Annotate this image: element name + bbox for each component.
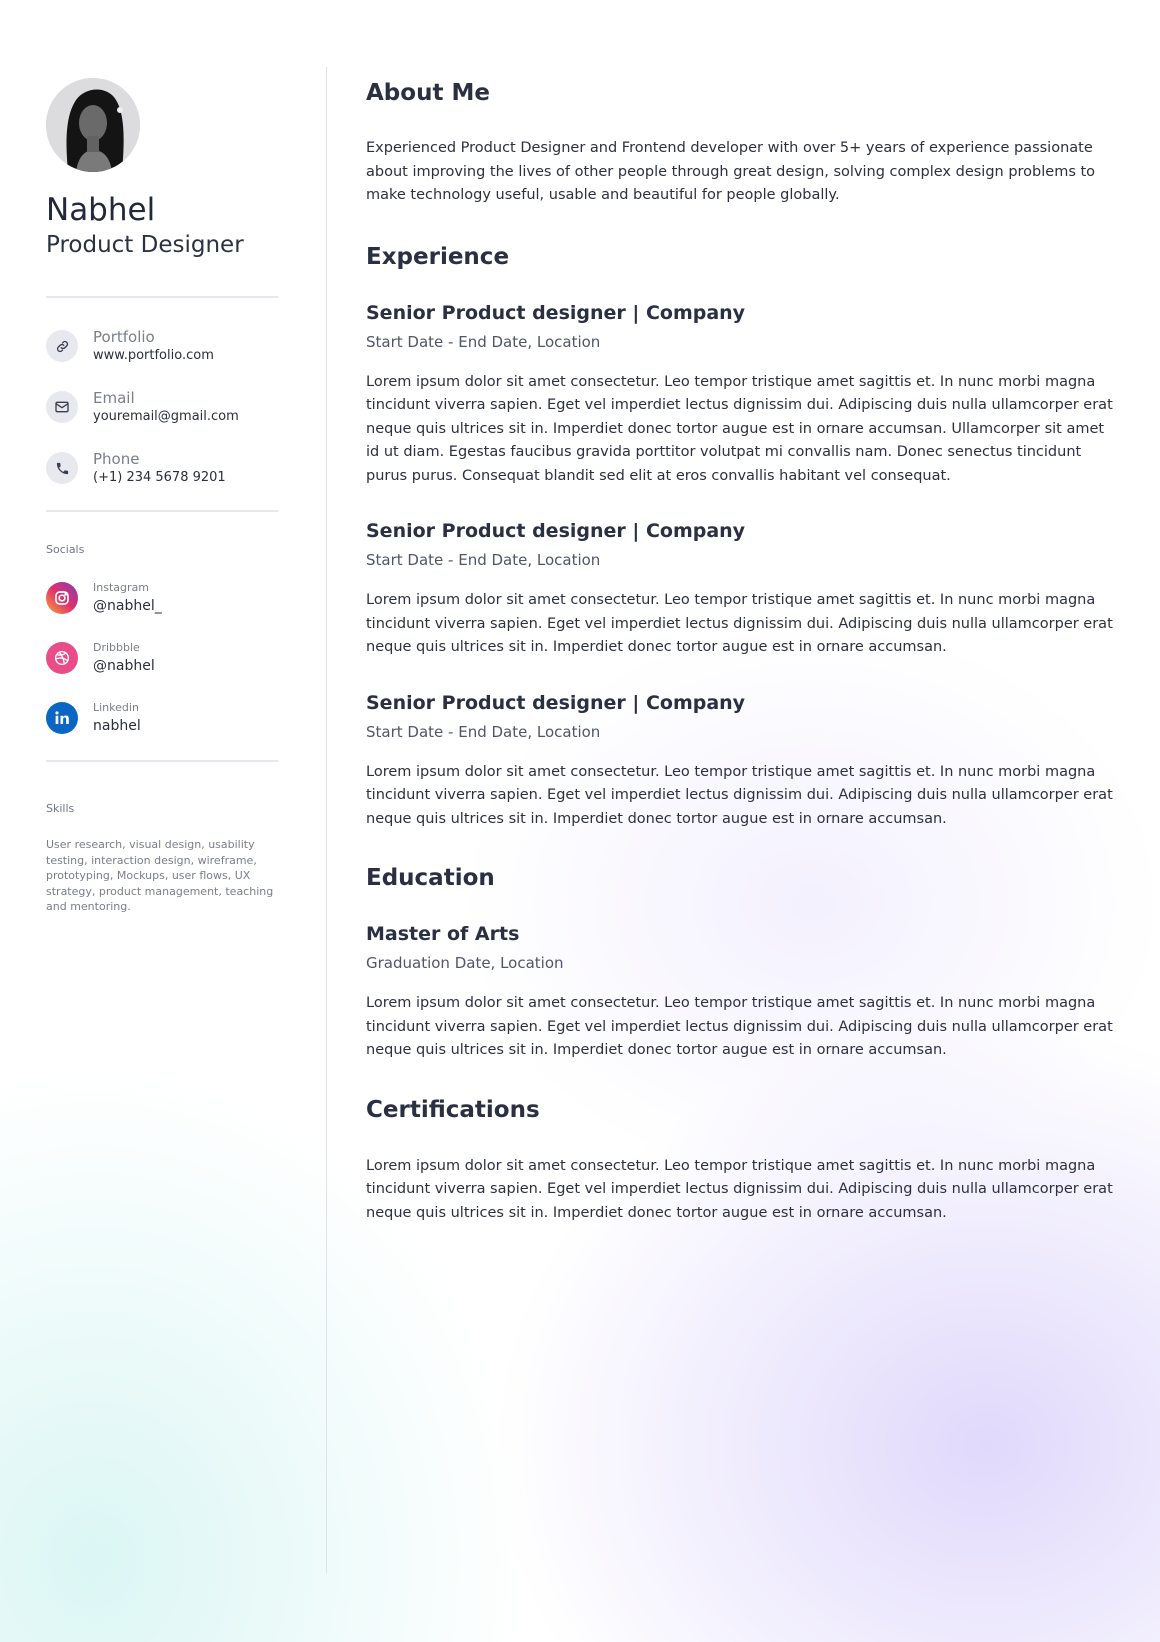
column-divider (326, 67, 327, 1574)
social-label: Dribbble (93, 641, 140, 654)
phone-link[interactable]: (+1) 234 5678 9201 (93, 470, 226, 485)
experience-heading: Experience (366, 243, 510, 270)
job-description: Lorem ipsum dolor sit amet consectetur. Leo tempor tristique amet sagittis et. In nunc morbi magna tincidunt viverra sapien. Eget vel imperdiet lectus dignissim dui. Adipiscing duis nulla ullamcorper erat neque quis ultrices sit in. Imperdiet donec tortor augue est in ornare accumsan. (366, 592, 1113, 655)
education-heading: Education (366, 865, 495, 891)
skills-text: User research, visual design, usability testing, interaction design, wireframe, prototyping, Mockups, user flows, UX strategy, product management, teaching and mentoring. (46, 838, 274, 913)
dribbble-handle[interactable]: @nabhel (93, 658, 155, 674)
certifications-heading: Certifications (366, 1096, 540, 1123)
about-text: Experienced Product Designer and Frontend developer with over 5+ years of experience passionate about improving the lives of other people through great design, solving complex design problems to make technology useful, usable and beautiful for people globally. (366, 140, 1096, 203)
main-content (366, 78, 1116, 1225)
social-label: Instagram (93, 581, 149, 594)
job-title: Senior Product designer | Company (366, 520, 746, 542)
contact-phone[interactable] (46, 449, 306, 487)
job-description: Lorem ipsum dolor sit amet consectetur. Leo tempor tristique amet sagittis et. In nunc morbi magna tincidunt viverra sapien. Eget vel imperdiet lectus dignissim dui. Adipiscing duis nulla ullamcorper erat neque quis ultrices sit in. Imperdiet donec tortor augue est in ornare accumsan. (366, 763, 1113, 827)
job-title: Senior Product designer | Company (366, 691, 746, 714)
social-list (46, 580, 306, 736)
contact-list (46, 327, 306, 487)
instagram-icon (46, 582, 78, 614)
certifications-text: Lorem ipsum dolor sit amet consectetur. Leo tempor tristique amet sagittis et. In nunc morbi magna tincidunt viverra sapien. Eget vel imperdiet lectus dignissim dui. Adipiscing duis nulla ullamcorper erat neque quis ultrices sit in. Imperdiet donec tortor augue est in ornare accumsan. (366, 1157, 1113, 1221)
mail-icon (46, 391, 78, 423)
education-item (366, 921, 1116, 1063)
social-label: Linkedin (93, 701, 139, 714)
job-description: Lorem ipsum dolor sit amet consectetur. Leo tempor tristique amet sagittis et. In nunc morbi magna tincidunt viverra sapien. Eget vel imperdiet lectus dignissim dui. Adipiscing duis nulla ullamcorper erat neque quis ultrices sit in. Imperdiet donec tortor augue est in ornare accumsan. Ullamcorper sit amet id ut diam. Egestas faucibus gravida porttitor volutpat mi convallis nam. Donec senectus tincidunt purus purus. Consequat blandit sed elit at eros convallis habitant vel consequat. (366, 373, 1113, 484)
social-instagram[interactable] (46, 580, 306, 616)
divider (46, 760, 278, 762)
linkedin-icon (46, 702, 78, 734)
contact-label: Email (93, 389, 135, 407)
experience-item (366, 300, 1116, 489)
socials-heading: Socials (46, 543, 85, 556)
divider (46, 510, 278, 512)
profile-title: Product Designer (46, 232, 244, 258)
degree-description: Lorem ipsum dolor sit amet consectetur. Leo tempor tristique amet sagittis et. In nunc morbi magna tincidunt viverra sapien. Eget vel imperdiet lectus dignissim dui. Adipiscing duis nulla ullamcorper erat neque quis ultrices sit in. Imperdiet donec tortor augue est in ornare accumsan. (366, 995, 1113, 1058)
job-meta: Start Date - End Date, Location (366, 332, 601, 351)
degree-title: Master of Arts (366, 923, 520, 945)
instagram-handle[interactable]: @nabhel_ (93, 598, 162, 614)
contact-label: Portfolio (93, 328, 155, 346)
link-icon (46, 330, 78, 362)
avatar (46, 78, 140, 172)
job-meta: Start Date - End Date, Location (366, 722, 601, 741)
job-title: Senior Product designer | Company (366, 301, 746, 324)
social-linkedin[interactable] (46, 700, 306, 736)
experience-item (366, 518, 1116, 660)
portfolio-link[interactable]: www.portfolio.com (93, 348, 214, 363)
contact-email[interactable] (46, 388, 306, 426)
sidebar (46, 78, 306, 915)
dribbble-icon (46, 642, 78, 674)
email-link[interactable]: youremail@gmail.com (93, 409, 239, 424)
profile-name: Nabhel (46, 192, 156, 228)
experience-item (366, 690, 1116, 832)
skills-heading: Skills (46, 802, 75, 815)
phone-icon (46, 452, 78, 484)
degree-meta: Graduation Date, Location (366, 954, 564, 972)
contact-label: Phone (93, 450, 140, 468)
about-heading: About Me (366, 80, 490, 106)
contact-portfolio[interactable] (46, 327, 306, 365)
job-meta: Start Date - End Date, Location (366, 551, 601, 569)
divider (46, 296, 278, 298)
social-dribbble[interactable] (46, 640, 306, 676)
linkedin-handle[interactable]: nabhel (93, 718, 141, 734)
